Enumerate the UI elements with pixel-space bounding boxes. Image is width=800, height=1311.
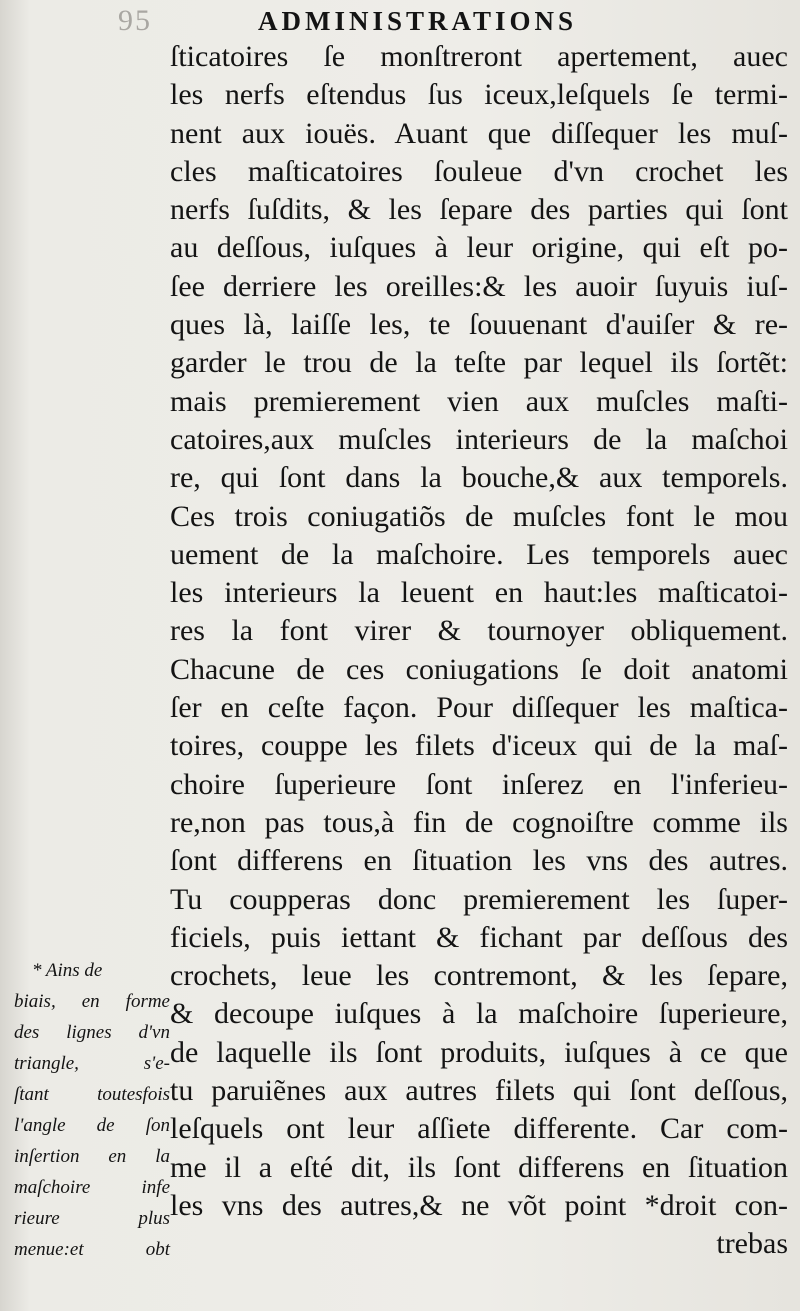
- text-line: les vns des autres,& ne võt point *droit con-: [170, 1188, 788, 1222]
- text-line: garder le trou de la teſte par lequel ils ſortẽt:: [170, 346, 788, 380]
- margin-note-line: ſtant toutesfois: [14, 1084, 170, 1105]
- running-head: ADMINISTRATIONS: [258, 6, 578, 36]
- text-line: leſquels ont leur aſſiete differente. Car com-: [170, 1112, 788, 1146]
- text-line: re,non pas tous,à fin de cognoiſtre comme ils: [170, 805, 788, 839]
- text-line: de laquelle ils ſont produits, iuſques à ce que: [170, 1035, 788, 1069]
- text-line: Tu coupperas donc premierement les ſuper-: [170, 882, 788, 916]
- text-line: tu paruiẽnes aux autres filets qui ſont deſſous,: [170, 1074, 788, 1108]
- margin-note: [14, 955, 170, 1265]
- text-line: re, qui ſont dans la bouche,& aux temporels.: [170, 461, 788, 495]
- text-line: ſticatoires ſe monſtreront apertement, auec: [170, 40, 788, 73]
- text-line: nent aux iouës. Auant que diſſequer les muſ-: [170, 116, 788, 150]
- margin-note-line: maſchoire infe: [14, 1177, 170, 1198]
- margin-note-line: des lignes d'vn: [14, 1022, 170, 1043]
- text-line: ficiels, puis iettant & fichant par deſſous des: [170, 920, 788, 954]
- margin-note-line: biais, en forme: [14, 991, 170, 1012]
- text-line: Chacune de ces coniugations ſe doit anatomi: [170, 652, 788, 686]
- text-line: ques là, laiſſe les, te ſouuenant d'auiſer & re-: [170, 308, 788, 342]
- text-line: ſont differens en ſituation les vns des autres.: [170, 844, 788, 878]
- text-line: Ces trois coniugatiõs de muſcles font le mou: [170, 499, 788, 533]
- text-line: cles maſticatoires ſouleue d'vn crochet les: [170, 154, 788, 188]
- catchword: trebas: [716, 1227, 788, 1261]
- text-line: choire ſuperieure ſont inſerez en l'inferieu-: [170, 767, 788, 801]
- text-line: uement de la maſchoire. Les temporels auec: [170, 537, 788, 571]
- margin-note-line: rieure plus: [14, 1208, 170, 1229]
- text-line: les interieurs la leuent en haut:les maſticatoi-: [170, 576, 788, 610]
- margin-note-line: l'angle de ſon: [14, 1115, 170, 1136]
- text-line: & decoupe iuſques à la maſchoire ſuperieure,: [170, 997, 788, 1031]
- main-text-column: [170, 38, 788, 1264]
- text-line: mais premierement vien aux muſcles maſti-: [170, 384, 788, 418]
- margin-note-line: inſertion en la: [14, 1146, 170, 1167]
- page-number: 95: [118, 4, 152, 37]
- text-line: ſee derriere les oreilles:& les auoir ſuyuis iuſ-: [170, 269, 788, 303]
- text-line: catoires,aux muſcles interieurs de la maſchoi: [170, 422, 788, 456]
- margin-note-line: * Ains de: [32, 960, 103, 981]
- text-line: me il a eſté dit, ils ſont differens en ſituation: [170, 1150, 788, 1184]
- text-line: les nerfs eſtendus ſus iceux,leſquels ſe termi-: [170, 78, 788, 112]
- text-line: toires, couppe les filets d'iceux qui de la maſ-: [170, 729, 788, 763]
- text-line: res la font virer & tournoyer obliquement.: [170, 614, 788, 648]
- text-line: crochets, leue les contremont, & les ſepare,: [170, 959, 788, 993]
- margin-note-line: triangle, s'e-: [14, 1053, 170, 1074]
- text-line: ſer en ceſte façon. Pour diſſequer les maſtica-: [170, 691, 788, 725]
- text-line: au deſſous, iuſques à leur origine, qui eſt po-: [170, 231, 788, 265]
- text-line: nerfs ſuſdits, & les ſepare des parties qui ſont: [170, 193, 788, 227]
- margin-note-line: menue:et obt: [14, 1239, 170, 1260]
